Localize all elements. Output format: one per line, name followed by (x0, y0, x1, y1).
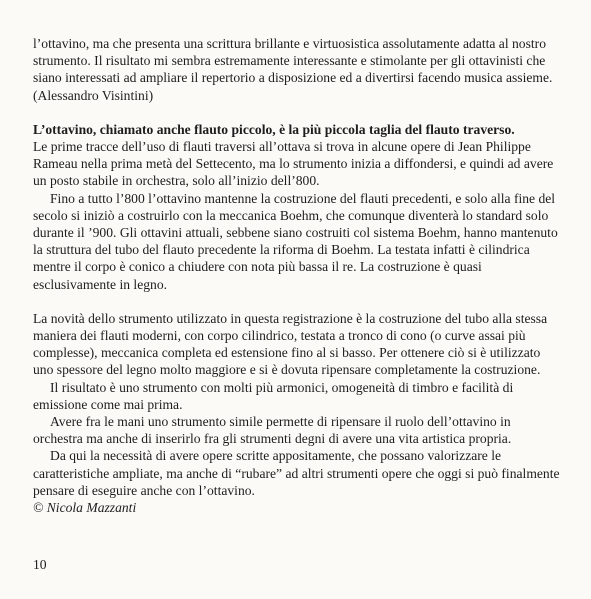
section-heading: L’ottavino, chiamato anche flauto piccolo, è la più piccola taglia del flauto traverso. (33, 121, 515, 137)
text-column (33, 35, 563, 516)
paragraph-gap (33, 293, 563, 310)
paragraph-gap (33, 104, 563, 121)
author-signature: © Nicola Mazzanti (33, 500, 137, 516)
history-paragraph-2: Fino a tutto l’800 l’ottavino mantenne la costruzione del flauti precedenti, e solo alla fine del secolo si iniziò a costruirlo con la meccanica Boehm, che comunque diventerà lo standard solo durante il ’900. Gli ottavini attuali, sebbene siano costruiti col sistema Boehm, hanno mantenuto la struttura del tubo del flauto precedente la riforma di Boehm. La testata infatti è cilindrica mentre il corpo è conico a chiudere con nota più bassa il re. La costruzione è quasi esclusivamente in legno. (33, 190, 558, 292)
page-number: 10 (33, 557, 47, 572)
novelty-paragraph-1: La novità dello strumento utilizzato in questa registrazione è la costruzione del tubo alla stessa maniera dei flauti moderni, con corpo cilindrico, testata a tronco di cono (o curve assai più complesse), meccanica completa ed estensione fino al si basso. Per ottenere ciò si è utilizzato uno spessore del legno molto maggiore e si è dovuta ripensare completamente la costruzione. (33, 310, 548, 378)
novelty-paragraph-3: Avere fra le mani uno strumento simile permette di ripensare il ruolo dell’ottavino in orchestra ma anche di inserirlo fra gli strumenti degni di avere una vita artistica propria. (33, 414, 512, 447)
novelty-paragraph-2: Il risultato è uno strumento con molti più armonici, omogeneità di timbro e facilità di emissione come mai prima. (33, 379, 514, 412)
history-paragraph-1: Le prime tracce dell’uso di flauti traversi all’ottava si trova in alcune opere di Jean Philippe Rameau nella prima metà del Settecento, ma lo strumento inizia a diffondersi, e quindi ad avere un posto stabile in orchestra, solo all’inizio dell’800. (33, 139, 554, 189)
novelty-paragraph-4: Da qui la necessità di avere opere scritte appositamente, che possano valorizzare le caratteristiche ampliate, ma anche di “rubare” ad altri strumenti opere che oggi si può finalmente pensare di eseguire anche con l’ottavino. (33, 448, 560, 498)
intro-paragraph: l’ottavino, ma che presenta una scrittura brillante e virtuosistica assolutamente adatta al nostro strumento. Il risultato mi sembra estremamente interessante e stimolante per gli ottavinisti che siano interessati ad ampliare il repertorio a disposizione ed a divertirsi facendo musica assieme. (Alessandro Visintini) (33, 36, 553, 103)
